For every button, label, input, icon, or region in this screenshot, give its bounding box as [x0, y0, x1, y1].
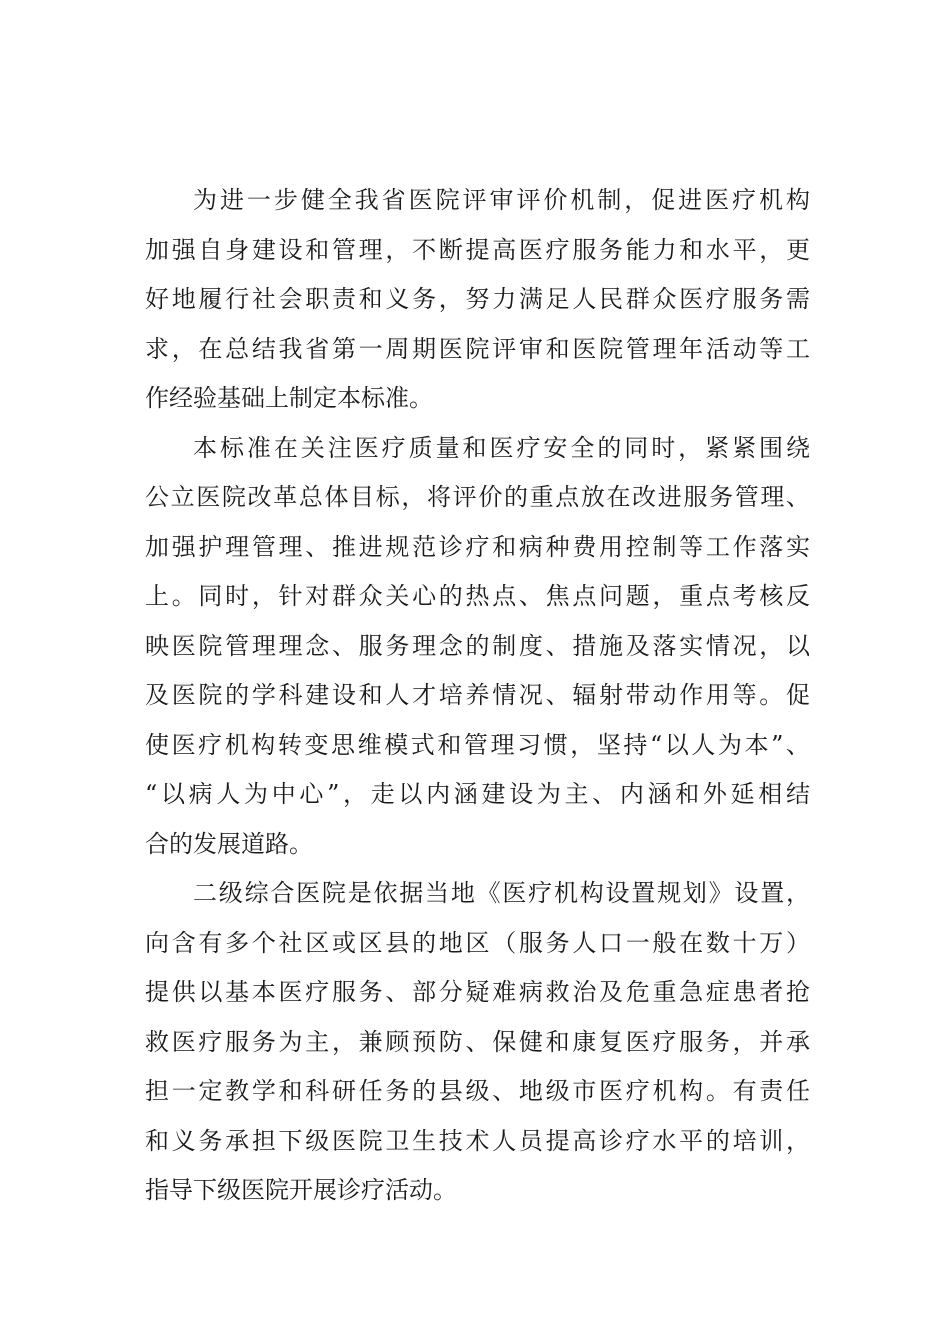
text-line: 救医疗服务为主，兼顾预防、保健和康复医疗服务，并承: [145, 1027, 810, 1056]
text-line: 求，在总结我省第一周期医院评审和医院管理年活动等工: [145, 334, 810, 363]
text-line: 映医院管理理念、服务理念的制度、措施及落实情况，以: [145, 631, 810, 660]
text-line: 担一定教学和科研任务的县级、地级市医疗机构。有责任: [145, 1077, 810, 1105]
text-line: 公立医院改革总体目标，将评价的重点放在改进服务管理、: [145, 483, 810, 511]
text-line: 合的发展道路。: [145, 829, 313, 858]
text-line: 加强自身建设和管理，不断提高医疗服务能力和水平，更: [145, 235, 810, 264]
text-line: 向含有多个社区或区县的地区（服务人口一般在数十万）: [145, 928, 810, 957]
text-line: 上。同时，针对群众关心的热点、焦点问题，重点考核反: [145, 582, 810, 610]
text-line: 和义务承担下级医院卫生技术人员提高诊疗水平的培训，: [145, 1126, 810, 1155]
text-line: 提供以基本医疗服务、部分疑难病救治及危重急症患者抢: [145, 978, 810, 1006]
text-line: 作经验基础上制定本标准。: [145, 384, 433, 412]
paragraph-2: [145, 424, 810, 870]
document-body: [145, 176, 810, 1216]
text-line: “以病人为中心”，走以内涵建设为主、内涵和外延相结: [145, 780, 810, 808]
paragraph-1: [145, 176, 810, 424]
text-line: 及医院的学科建设和人才培养情况、辐射带动作用等。促: [145, 681, 810, 709]
text-line: 为进一步健全我省医院评审评价机制，促进医疗机构: [193, 186, 810, 214]
text-line: 二级综合医院是依据当地《医疗机构设置规划》设置，: [193, 879, 810, 907]
text-line: 使医疗机构转变思维模式和管理习惯，坚持“以人为本”、: [145, 730, 810, 759]
text-line: 好地履行社会职责和义务，努力满足人民群众医疗服务需: [145, 285, 810, 313]
paragraph-3: [145, 869, 810, 1216]
text-line: 指导下级医院开展诊疗活动。: [145, 1176, 457, 1204]
text-line: 加强护理管理、推进规范诊疗和病种费用控制等工作落实: [145, 532, 810, 561]
text-line: 本标准在关注医疗质量和医疗安全的同时，紧紧围绕: [193, 433, 810, 462]
